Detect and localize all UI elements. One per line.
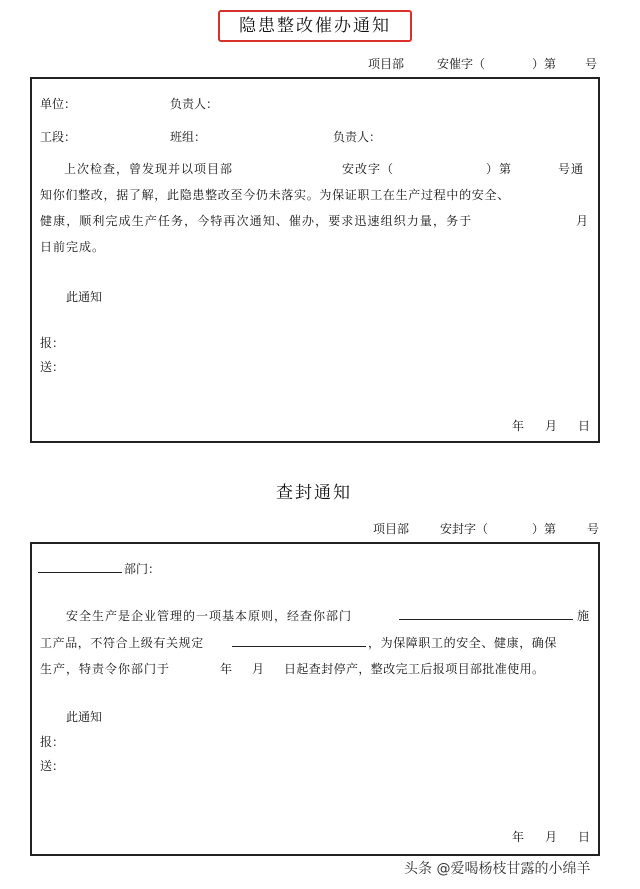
notice1-header-dept: 项目部	[368, 57, 405, 71]
notice1-body-p1a: 上次检查，曾发现并以项目部	[64, 162, 234, 176]
notice2-body-p3a: 生产，特责令你部门于	[40, 662, 171, 676]
notice1-team-label: 班组：	[170, 130, 207, 144]
notice1-body-p1b: 安改字（	[342, 162, 395, 176]
notice1-date-day: 日	[578, 419, 591, 433]
notice2-body-p3c: 月	[252, 662, 266, 676]
notice2-body-blank1	[399, 619, 573, 620]
notice1-body-p3b: 月	[576, 214, 590, 228]
notice2-cc: 送：	[40, 759, 65, 773]
notice1-header-close: ）第	[532, 57, 557, 71]
notice1-notice: 此通知	[66, 290, 103, 304]
notice1-date-month: 月	[545, 419, 558, 433]
notice2-date-day: 日	[578, 830, 591, 844]
notice1-team-leader-label: 负责人：	[333, 130, 382, 144]
notice2-body-p1b: 施	[577, 609, 591, 623]
notice2-body-p2b: ，为保障职工的安全、健康，确保	[368, 636, 558, 650]
notice2-header-close: ）第	[532, 522, 557, 536]
notice1-body-p3a: 健康，顺利完成生产任务，今特再次通知、催办，要求迅速组织力量，务于	[40, 214, 473, 228]
notice2-body-p3d: 日起查封停产，整改完工后报项目部批准使用。	[284, 662, 545, 676]
notice2-body-p3b: 年	[220, 662, 234, 676]
notice1-section-label: 工段：	[40, 130, 77, 144]
notice1-title: 隐患整改催办通知	[218, 10, 412, 42]
notice1-body-p4: 日前完成。	[40, 240, 106, 254]
notice2-body-blank2	[232, 646, 366, 647]
notice1-header-num: 号	[585, 57, 598, 71]
notice1-body-p2: 知你们整改，据了解，此隐患整改至今仍未落实。为保证职工在生产过程中的安全、	[40, 188, 510, 202]
notice1-body-p1c: ）第	[486, 162, 513, 176]
notice2-report: 报：	[40, 735, 65, 749]
notice2-body-p1a: 安全生产是企业管理的一项基本原则，经查你部门	[66, 609, 353, 623]
notice1-unit-label: 单位：	[40, 97, 77, 111]
notice1-box	[30, 77, 600, 443]
notice2-title: 查封通知	[276, 483, 352, 503]
notice2-header-num: 号	[587, 522, 600, 536]
notice2-header-dept: 项目部	[373, 522, 410, 536]
watermark: 头条 @爱喝杨枝甘露的小绵羊	[404, 861, 591, 877]
notice2-header-code: 安封字（	[440, 522, 489, 536]
notice1-header-code: 安催字（	[437, 57, 486, 71]
notice2-body-p2a: 工产品，不符合上级有关规定	[40, 636, 204, 650]
notice2-date-month: 月	[545, 830, 558, 844]
notice2-dept-label: 部门：	[124, 562, 161, 576]
notice2-box	[30, 542, 600, 856]
notice1-cc: 送：	[40, 360, 65, 374]
notice2-date-year: 年	[512, 830, 525, 844]
notice2-dept-blank	[38, 572, 122, 573]
notice1-date-year: 年	[512, 419, 525, 433]
notice1-leader-label: 负责人：	[170, 97, 219, 111]
notice1-body-p1d: 号通	[558, 162, 585, 176]
notice1-report: 报：	[40, 336, 65, 350]
notice2-notice: 此通知	[66, 710, 103, 724]
